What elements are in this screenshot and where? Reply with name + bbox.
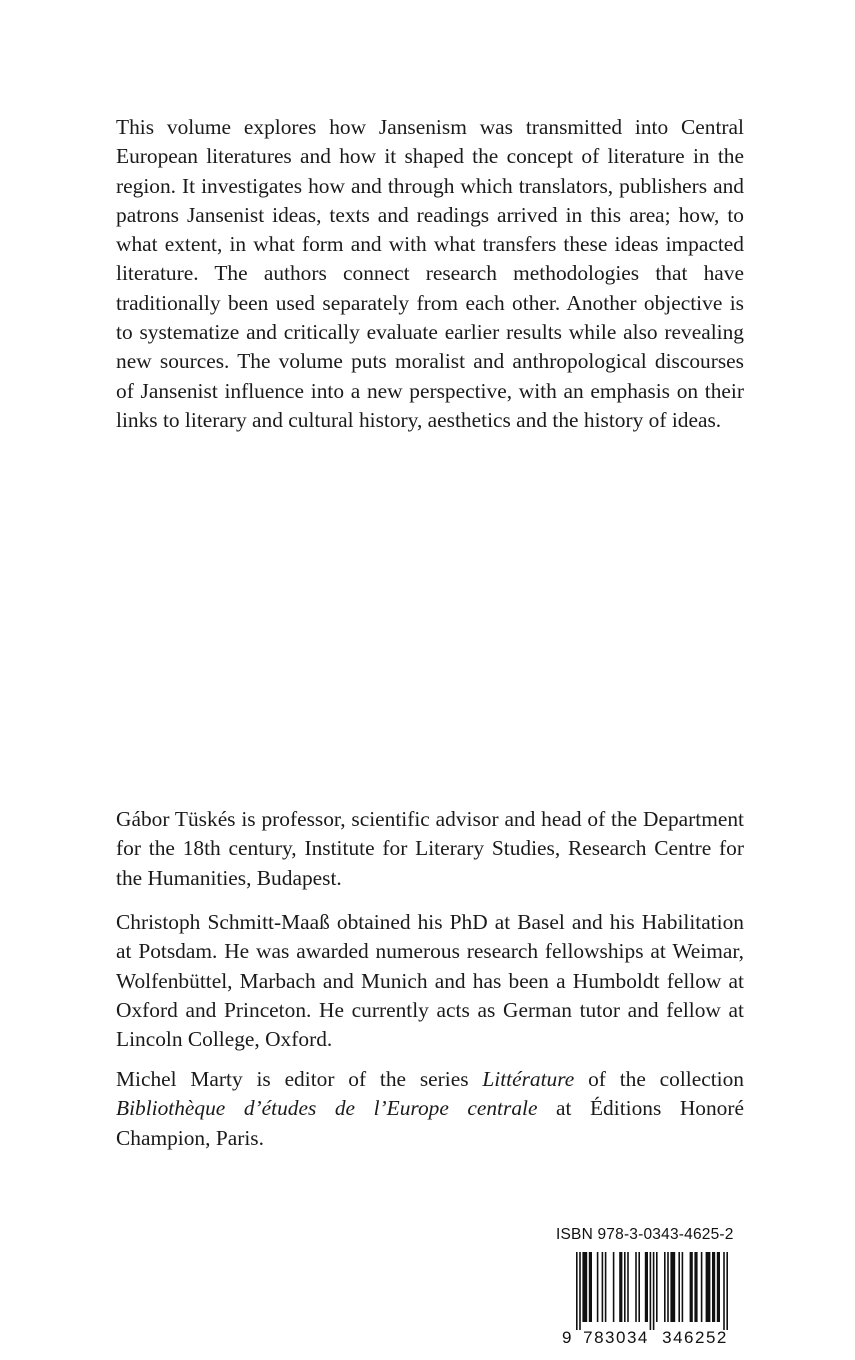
- barcode-bar: [613, 1252, 615, 1322]
- barcode-bar: [712, 1252, 715, 1322]
- barcode-bar: [690, 1252, 693, 1322]
- barcode-bar: [624, 1252, 626, 1322]
- barcode-bar: [706, 1252, 711, 1322]
- collection-title: Bibliothèque d’études de l’Europe centrale: [116, 1096, 538, 1121]
- author-bio-marty: [116, 1065, 744, 1153]
- barcode-bar: [635, 1252, 637, 1322]
- barcode-guard-bar: [579, 1252, 581, 1330]
- barcode-guard-bar: [650, 1252, 652, 1330]
- author-bio-schmitt-maass: [116, 908, 744, 1054]
- bio-schmitt-maass-text: Christoph Schmitt-Maaß obtained his PhD at Basel and his Habilitation at Potsdam. He was awarded numerous research fellowships at Weimar, Wolfenbüttel, Marbach and Munich and has been a Humboldt fellow at Oxford and Princeton. He currently acts as German tutor and fellow at Lincoln College, Oxford.: [116, 910, 744, 1052]
- bio-marty-part2: of the collection: [574, 1067, 744, 1091]
- barcode-bar: [664, 1252, 666, 1322]
- barcode-bar: [605, 1252, 607, 1322]
- description-paragraph: This volume explores how Jansenism was transmitted into Central European literatures and how it shaped the concept of literature in the region. It investigates how and through which translators, publishers and patrons Jansenist ideas, texts and readings arrived in this area; how, to what extent, in what form and with what transfers these ideas impacted literature. The authors connect research methodologies that have traditionally been used separately from each other. Another objective is to systematize and critically evaluate earlier results while also revealing new sources. The volume puts moralist and anthropological discourses of Jansenist influence into a new perspective, with an emphasis on their links to literary and cultural history, aesthetics and the history of ideas.: [116, 115, 744, 432]
- barcode-bar: [667, 1252, 669, 1322]
- barcode-bar: [678, 1252, 680, 1322]
- barcode-guard-bar: [576, 1252, 578, 1330]
- book-description: [116, 113, 744, 435]
- barcode-bar: [645, 1252, 648, 1322]
- isbn-barcode: [556, 1226, 748, 1348]
- bio-marty-part1: Michel Marty is editor of the series: [116, 1067, 483, 1091]
- barcode-bar: [701, 1252, 703, 1322]
- series-title: Littérature: [482, 1067, 575, 1091]
- barcode-bar: [670, 1252, 675, 1322]
- barcode-guard-bar: [726, 1252, 728, 1330]
- bio-marty-text: [116, 1065, 744, 1153]
- barcode-bar: [582, 1252, 587, 1322]
- isbn-label: ISBN 978-3-0343-4625-2: [556, 1226, 734, 1243]
- barcode-bar: [682, 1252, 684, 1322]
- bio-marty-part3: at Éditions Honoré Champion, Paris.: [116, 1096, 744, 1150]
- barcode-bar: [717, 1252, 720, 1322]
- author-bio-tuskes: [116, 805, 744, 893]
- barcode-bar: [656, 1252, 658, 1322]
- barcode-bar: [627, 1252, 629, 1322]
- barcode-bar: [694, 1252, 697, 1322]
- barcode-bar: [597, 1252, 599, 1322]
- barcode-digit-first: 9: [562, 1328, 572, 1347]
- barcode-image: [556, 1250, 748, 1348]
- barcode-guard-bar: [653, 1252, 655, 1330]
- barcode-digits-right: 346252: [662, 1328, 728, 1347]
- barcode-digits-left: 783034: [583, 1328, 649, 1347]
- barcode-bar: [602, 1252, 604, 1322]
- bio-tuskes-text: Gábor Tüskés is professor, scientific advisor and head of the Department for the 18th century, Institute for Literary Studies, Research Centre for the Humanities, Budapest.: [116, 807, 744, 890]
- barcode-bars: [576, 1252, 728, 1330]
- barcode-guard-bar: [723, 1252, 725, 1330]
- barcode-bar: [619, 1252, 622, 1322]
- barcode-bar: [589, 1252, 592, 1322]
- barcode-bar: [638, 1252, 640, 1322]
